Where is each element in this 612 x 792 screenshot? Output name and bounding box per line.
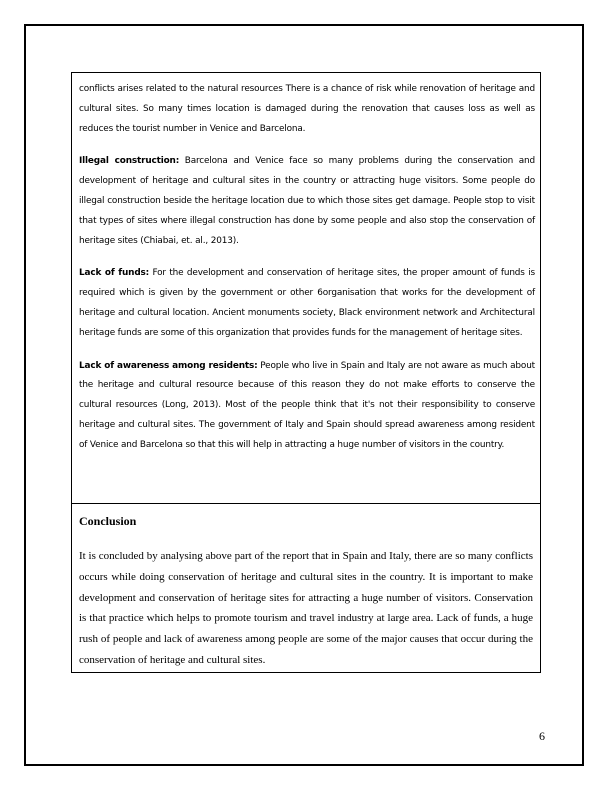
page-number: 6: [539, 729, 545, 743]
conclusion-heading: Conclusion: [79, 514, 137, 528]
paragraph-illegal-construction: [79, 152, 535, 251]
conclusion-body: It is concluded by analysing above part of the report that in Spain and Italy, there are so many conflicts occurs while doing conservation of heritage and cultural sites in the country. It is important to make development and conservation of heritage sites for attracting a huge number of visitors. Conservation is that practice which helps to promote tourism and travel industry at large area. Lack of funds, a huge rush of people and lack of awareness among people are some of the major causes that occur during the conservation of heritage and cultural sites.: [79, 550, 533, 666]
body-lack-of-funds: For the development and conservation of heritage sites, the proper amount of funds is required which is given by the government or other 6organisation that works for the development of heritage and cultural location. Ancient monuments society, Black environment network and Architectural heritage funds are some of this organization that provides funds for the management of heritage sites.: [79, 268, 535, 338]
body-lack-of-awareness: People who live in Spain and Italy are not aware as much about the heritage and cultural resource because of this reason they do not make efforts to conserve the cultural resources (Long, 2013). Most of the people think that it's not their responsibility to conserve heritage and cultural sites. The government of Italy and Spain should spread awareness among resident of Venice and Barcelona so that this will help in attracting a huge number of visitors in the country.: [79, 360, 535, 450]
paragraph-lack-of-funds: [79, 264, 535, 343]
main-text-content: [79, 80, 535, 456]
heading-lack-of-funds: Lack of funds:: [79, 268, 150, 279]
main-text-box: [71, 72, 541, 504]
heading-illegal-construction: Illegal construction:: [79, 156, 180, 167]
paragraph-lack-of-awareness: [79, 357, 535, 456]
conclusion-box: [71, 503, 541, 673]
paragraph-intro: conflicts arises related to the natural resources There is a chance of risk while renovation of heritage and cultural sites. So many times location is damaged during the renovation that causes loss as well as reduces the tourist number in Venice and Barcelona.: [79, 84, 535, 134]
body-illegal-construction: Barcelona and Venice face so many problems during the conservation and development of heritage and cultural sites in the country or attracting huge visitors. Some people do illegal construction beside the heritage location due to which those sites get damage. People stop to visit that types of sites where illegal construction has done by some people and also stop the conservation of heritage sites (Chiabai, et. al., 2013).: [79, 156, 535, 246]
heading-lack-of-awareness: Lack of awareness among residents:: [79, 360, 258, 371]
